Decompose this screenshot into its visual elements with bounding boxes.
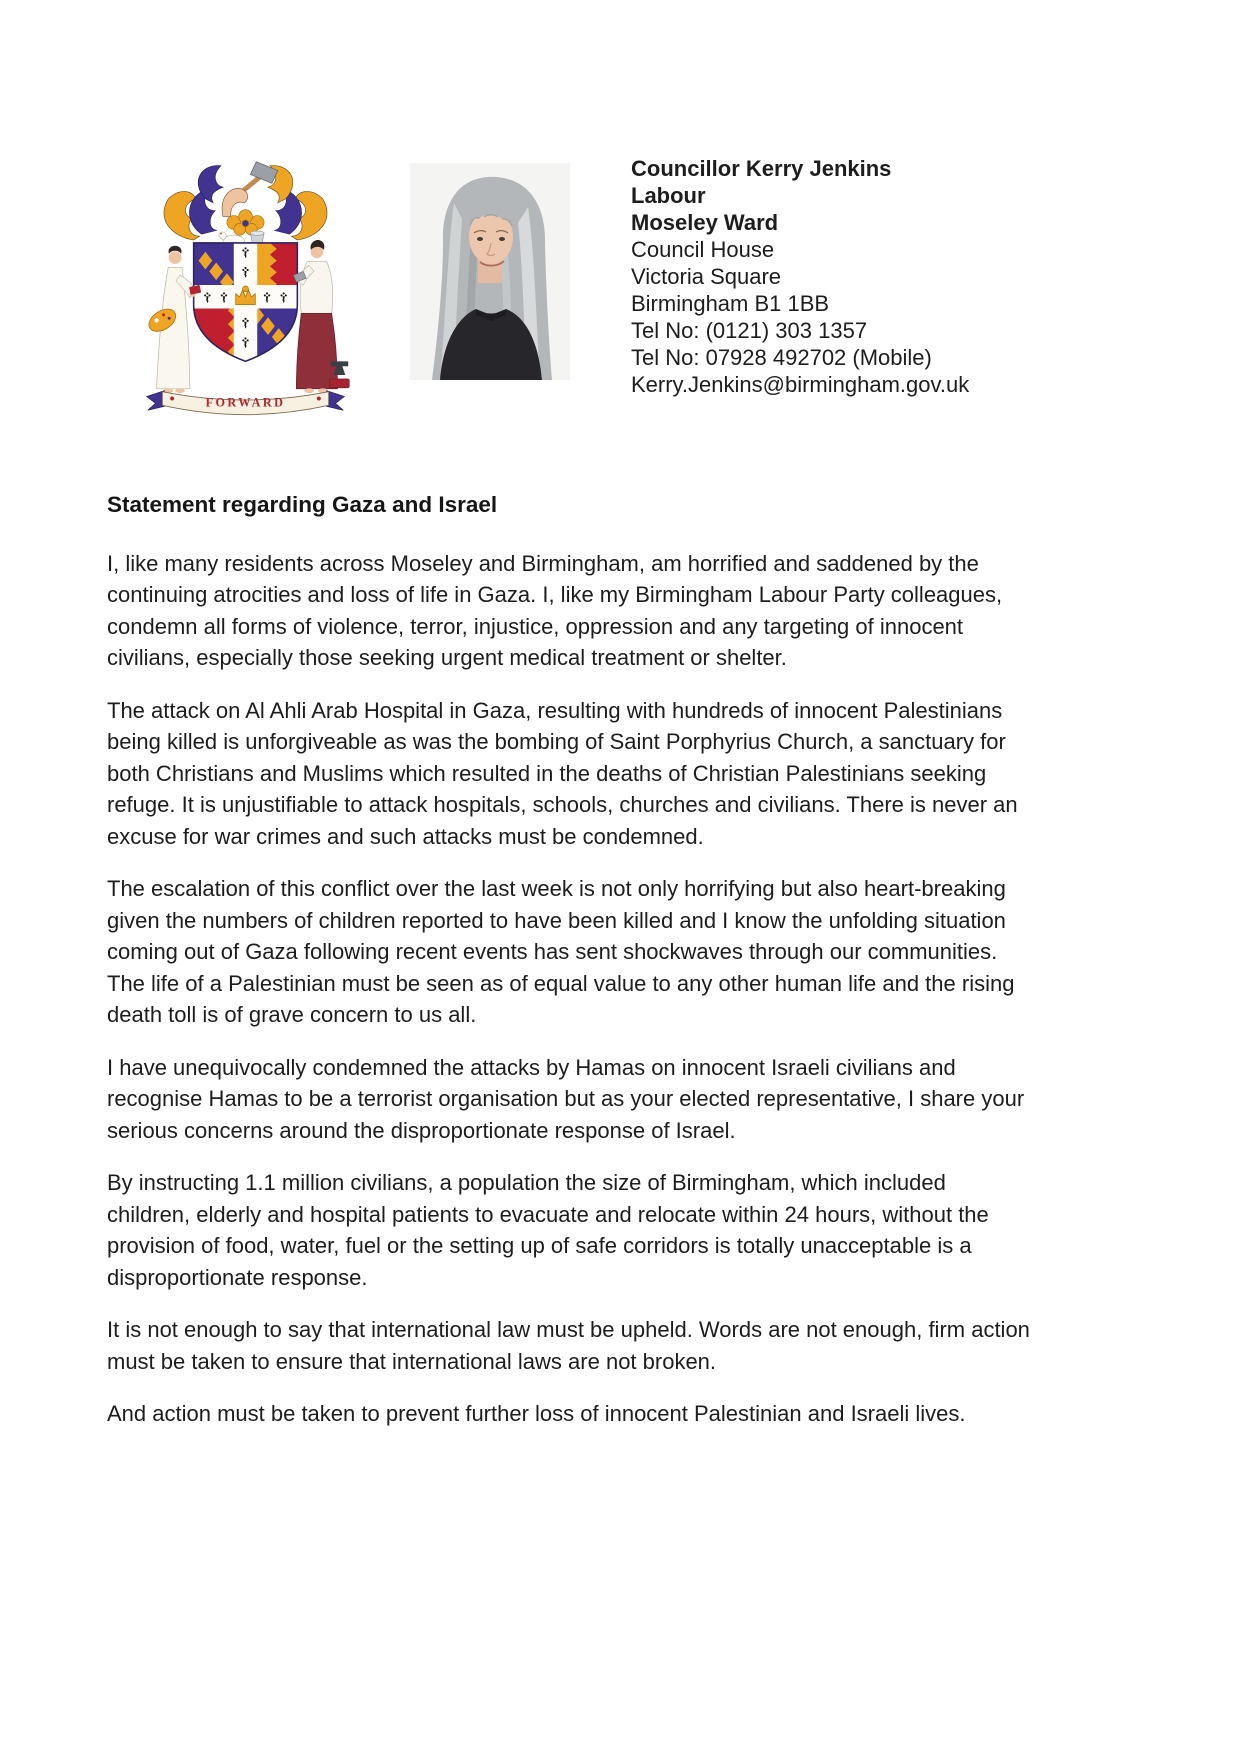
statement-heading: Statement regarding Gaza and Israel	[107, 492, 498, 517]
statement-paragraph-1: I, like many residents across Moseley and Birmingham, am horrified and saddened by the continuing atrocities and loss of life in Gaza. I, like my Birmingham Labour Party colleagues, condemn all forms of violence, terror, injustice, oppression and any targeting of innocent civilians, especially those seeking urgent medical treatment or shelter.	[107, 550, 1003, 670]
statement-paragraph-2: The attack on Al Ahli Arab Hospital in Gaza, resulting with hundreds of innocent Palestinians being killed is unforgiveable as was the bombing of Saint Porphyrius Church, a sanctuary for both Christians and Muslims which resulted in the deaths of Christian Palestinians seeking refuge. It is unjustifiable to attack hospitals, schools, churches and civilians. There is never an excuse for war crimes and such attacks must be condemned.	[107, 697, 1018, 849]
contact-address-line-2: Victoria Square	[631, 264, 782, 289]
contact-name: Councillor Kerry Jenkins	[631, 156, 892, 181]
statement-paragraph-3: The escalation of this conflict over the last week is not only horrifying but also heart-breaking given the numbers of children reported to have been killed and I know the unfolding situation coming out of Gaza following recent events has sent shockwaves through our communities. The life of a Palestinian must be seen as of equal value to any other human life and the rising death toll is of grave concern to us all.	[107, 876, 1015, 1027]
motto-scroll	[147, 391, 345, 415]
supporter-art-figure	[145, 246, 201, 393]
birmingham-coat-of-arms-icon	[133, 148, 358, 424]
portrait-graphic	[410, 163, 570, 380]
toolbox-icon	[330, 379, 350, 388]
contact-block	[631, 155, 969, 398]
coat-of-arms-graphic	[133, 148, 358, 424]
supporter-industry-figure	[293, 240, 349, 393]
contact-mobile: Tel No: 07928 492702 (Mobile)	[631, 345, 932, 370]
motto-text: FORWARD	[205, 395, 286, 410]
statement-paragraph-7: And action must be taken to prevent further loss of innocent Palestinian and Israeli lives.	[107, 1401, 966, 1426]
statement-paragraph-6: It is not enough to say that international law must be upheld. Words are not enough, firm action must be taken to ensure that international laws are not broken.	[107, 1317, 1030, 1374]
contact-party: Labour	[631, 183, 706, 208]
statement-body	[107, 489, 1035, 1451]
crest-arm-hammer-icon	[222, 162, 278, 217]
crest-shield	[194, 243, 298, 365]
contact-ward: Moseley Ward	[631, 210, 779, 235]
contact-address-line-1: Council House	[631, 237, 775, 262]
statement-paragraph-5: By instructing 1.1 million civilians, a population the size of Birmingham, which included children, elderly and hospital patients to evacuate and relocate within 24 hours, without the provision of food, water, fuel or the setting up of safe corridors is totally unacceptable is a disproportionate response.	[107, 1170, 989, 1290]
contact-address-line-3: Birmingham B1 1BB	[631, 291, 830, 316]
contact-email: Kerry.Jenkins@birmingham.gov.uk	[631, 372, 970, 397]
statement-paragraph-4: I have unequivocally condemned the attacks by Hamas on innocent Israeli civilians and recognise Hamas to be a terrorist organisation but as your elected representative, I share your serious concerns around the disproportionate response of Israel.	[107, 1054, 1025, 1143]
councillor-portrait-photo	[410, 163, 570, 380]
contact-phone: Tel No: (0121) 303 1357	[631, 318, 868, 343]
